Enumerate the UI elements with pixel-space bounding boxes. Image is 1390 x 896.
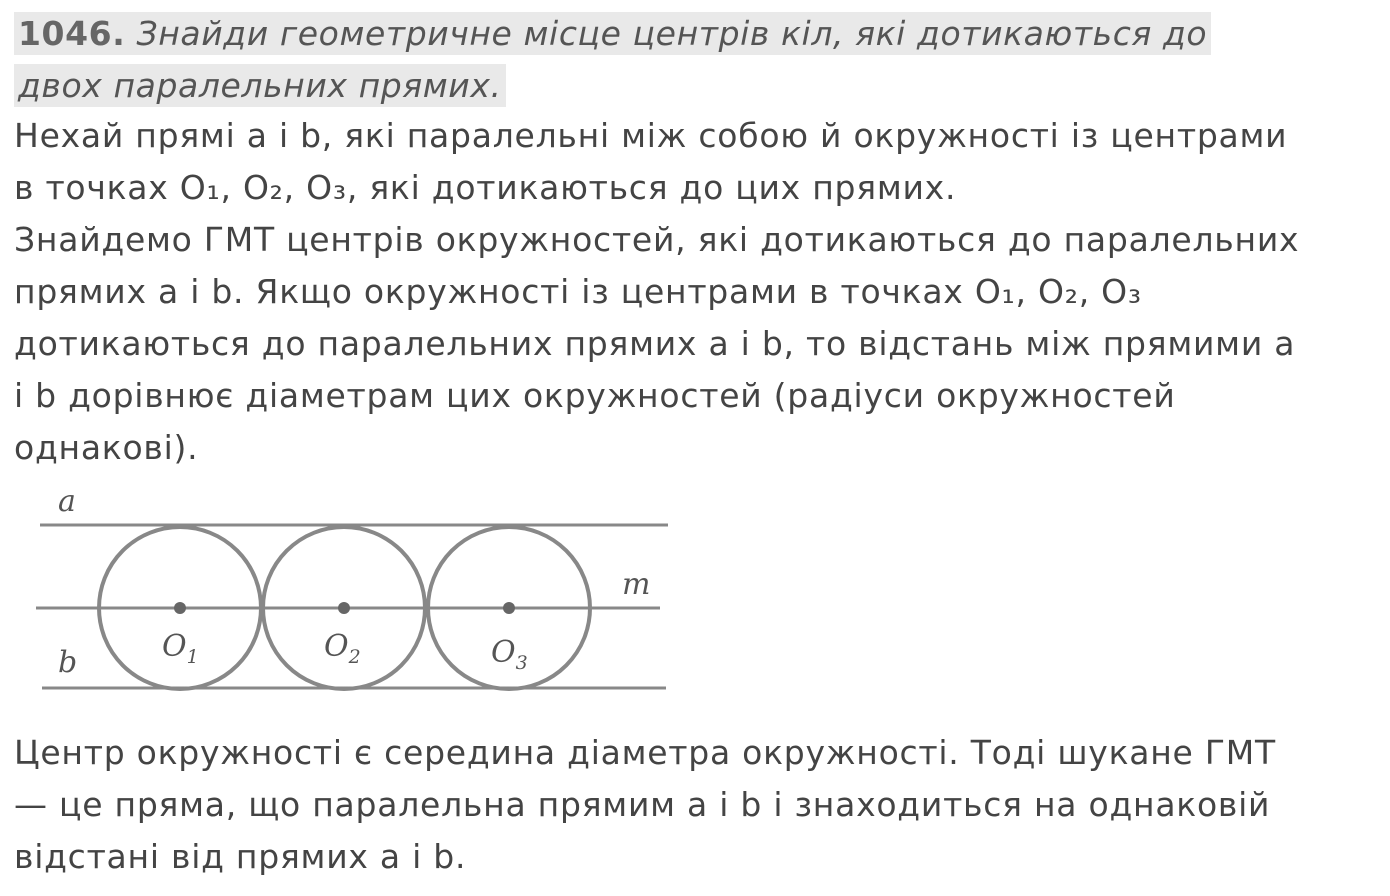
paragraph-line: прямих a і b. Якщо окружності із центрами в точках O₁, O₂, O₃ bbox=[14, 272, 1142, 311]
problem-statement-line2: двох паралельних прямих. bbox=[14, 64, 506, 107]
label-o1: $O_1$ bbox=[162, 629, 199, 668]
paragraph-line: дотикаються до паралельних прямих a і b, то відстань між прямими a bbox=[14, 324, 1296, 363]
paragraph-line: і b дорівнює діаметрам цих окружностей (радіуси окружностей bbox=[14, 376, 1176, 415]
center-point-o1 bbox=[174, 602, 186, 614]
problem-statement-line1: Знайди геометричне місце центрів кіл, які дотикаються до bbox=[136, 14, 1208, 53]
label-a: a bbox=[58, 484, 76, 519]
label-o3: $O_3$ bbox=[491, 635, 528, 674]
problem-heading-line1 bbox=[14, 12, 1211, 55]
label-b: b bbox=[58, 645, 78, 680]
label-o2: $O_2$ bbox=[324, 629, 361, 668]
figure-svg bbox=[30, 478, 680, 710]
solution-paragraph-2 bbox=[14, 214, 1299, 474]
paragraph-line: Центр окружності є середина діаметра окружності. Тоді шукане ГМТ bbox=[14, 733, 1276, 772]
geometry-figure bbox=[30, 478, 680, 710]
paragraph-line: в точках O₁, O₂, O₃, які дотикаються до цих прямих. bbox=[14, 168, 957, 207]
problem-heading bbox=[14, 8, 1314, 112]
problem-number: 1046. bbox=[18, 14, 126, 53]
paragraph-line: відстані від прямих a і b. bbox=[14, 837, 467, 876]
center-point-o2 bbox=[338, 602, 350, 614]
solution-paragraph-3 bbox=[14, 727, 1276, 883]
paragraph-line: Нехай прямі a і b, які паралельні між собою й окружності із центрами bbox=[14, 116, 1288, 155]
paragraph-line: однакові). bbox=[14, 428, 199, 467]
paragraph-line: — це пряма, що паралельна прямим a і b і знаходиться на однаковій bbox=[14, 785, 1271, 824]
paragraph-line: Знайдемо ГМТ центрів окружностей, які дотикаються до паралельних bbox=[14, 220, 1300, 259]
solution-paragraph-1 bbox=[14, 110, 1287, 214]
label-m: m bbox=[622, 567, 651, 602]
center-point-o3 bbox=[503, 602, 515, 614]
